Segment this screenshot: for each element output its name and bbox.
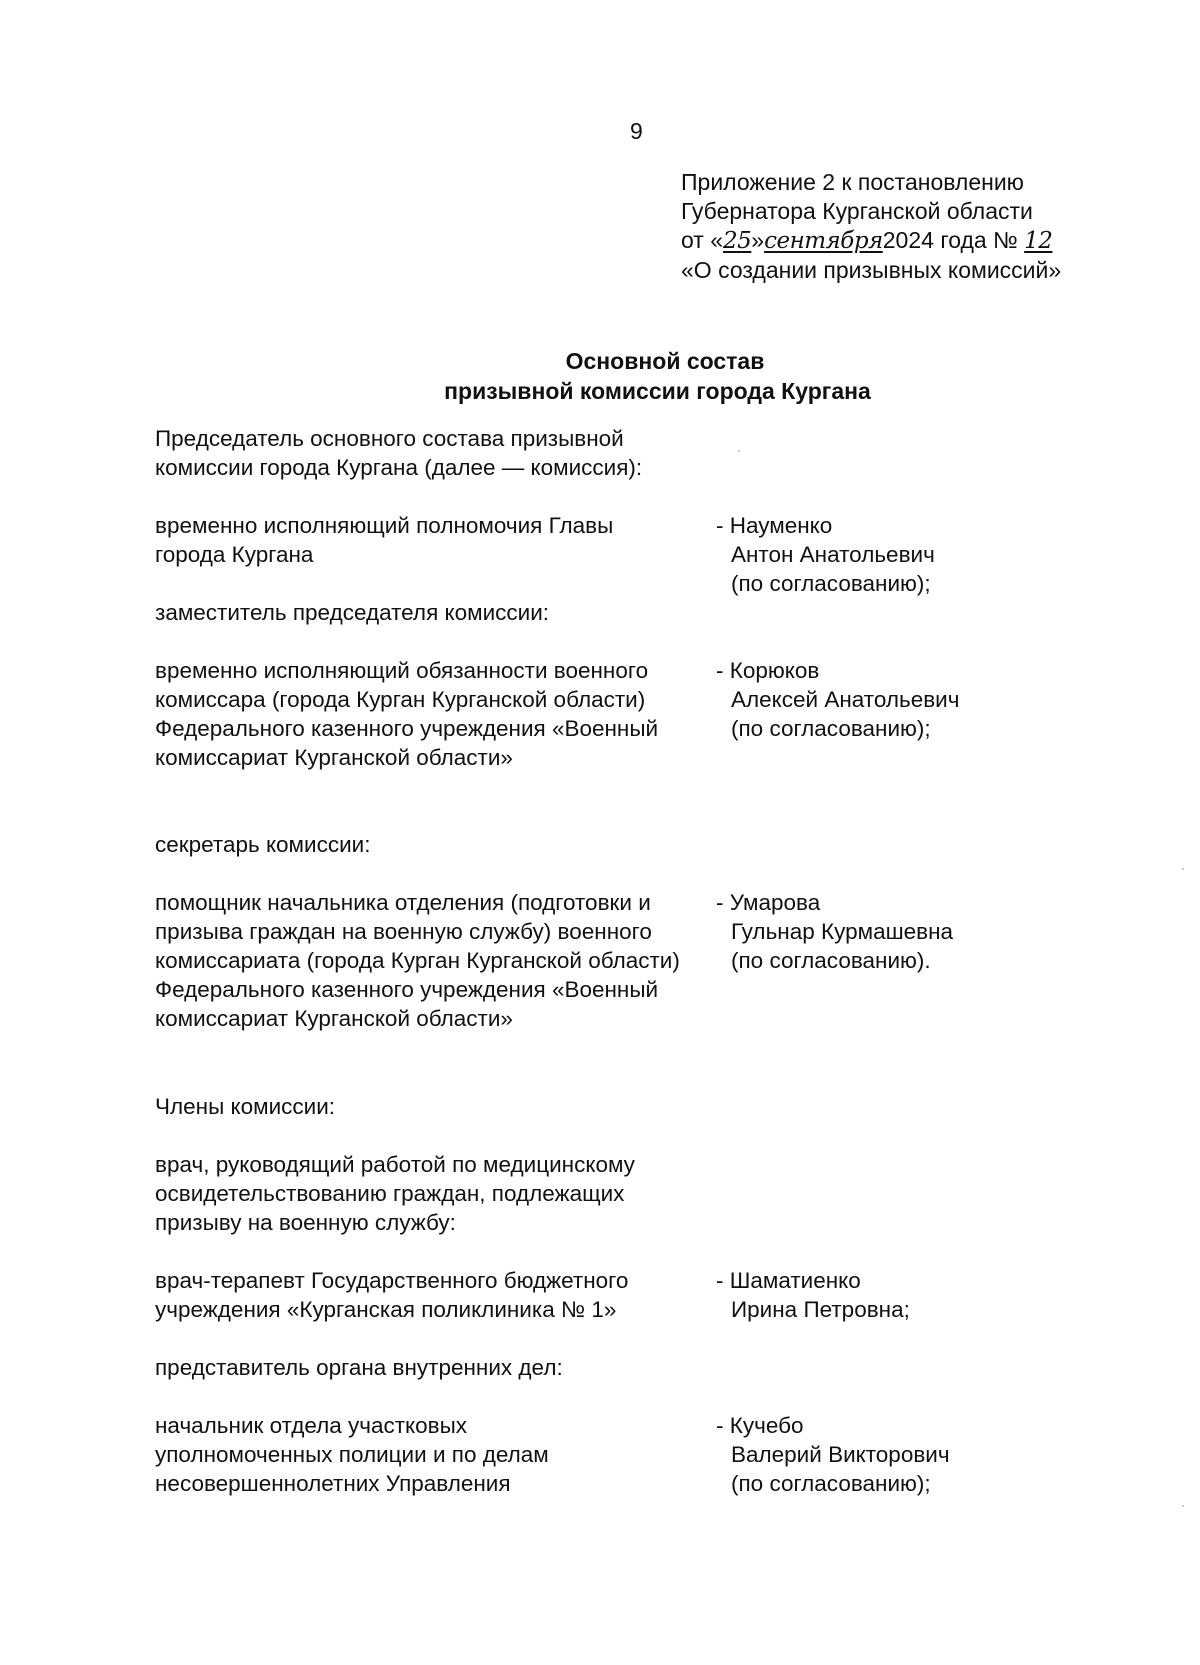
members-heading: Члены комиссии: [155, 1094, 336, 1119]
title-line-2: призывной комиссии города Кургана [444, 378, 871, 404]
chairman-heading: Председатель основного состава призывной комиссии города Кургана (далее — комиссия): [155, 426, 643, 480]
therapist-given-name: Ирина Петровна; [731, 1297, 910, 1322]
appendix-date-mid: » [751, 227, 765, 253]
chairman-position: временно исполняющий полномочия Главы города Кургана [155, 513, 614, 567]
secretary-name [716, 888, 1156, 975]
scan-speck [1182, 1505, 1184, 1507]
appendix-line-1: Приложение 2 к постановлению [681, 169, 1024, 195]
appendix-date-prefix: от « [681, 227, 724, 253]
chairman-surname: - Науменко [716, 513, 833, 538]
therapist-surname: - Шаматиенко [716, 1268, 861, 1293]
chairman-given-name: Антон Анатольевич [731, 542, 935, 567]
deputy-surname: - Корюков [716, 658, 820, 683]
police-name [716, 1411, 1156, 1498]
police-position: начальник отдела участковых уполномоченных полиции и по делам несовершеннолетних Управления [155, 1413, 549, 1496]
scan-speck [1182, 868, 1184, 870]
secretary-heading: секретарь комиссии: [155, 832, 371, 857]
appendix-line-3 [681, 226, 1161, 256]
scan-speck [738, 450, 740, 452]
handwritten-number: 12 [1024, 228, 1053, 254]
deputy-note: (по согласованию); [731, 716, 931, 741]
police-given-name: Валерий Викторович [731, 1442, 950, 1467]
therapist-name [716, 1266, 1156, 1324]
police-surname: - Кучебо [716, 1413, 804, 1438]
chairman-note: (по согласованию); [731, 571, 931, 596]
appendix-header [681, 168, 1161, 285]
appendix-line-4: «О создании призывных комиссий» [681, 257, 1062, 283]
police-rep-heading: представитель органа внутренних дел: [155, 1355, 563, 1380]
document-title [0, 346, 1200, 406]
police-note: (по согласованию); [731, 1471, 931, 1496]
deputy-given-name: Алексей Анатольевич [731, 687, 960, 712]
appendix-line-2: Губернатора Курганской области [681, 198, 1033, 224]
handwritten-day: 25 [723, 228, 752, 254]
appendix-year: 2024 года № [882, 227, 1018, 253]
chairman-name [716, 511, 1156, 598]
title-line-1: Основной состав [565, 348, 765, 374]
medical-lead-heading: врач, руководящий работой по медицинскому освидетельствованию граждан, подлежащих призыву на военную службу: [155, 1152, 635, 1235]
secretary-position: помощник начальника отделения (подготовки и призыва граждан на военную службу) военного комиссариата (города Курган Курганской области) Федерального казенного учреждения «Военный комиссариат Курганской области» [155, 890, 680, 1031]
handwritten-month: сентября [764, 228, 883, 254]
therapist-position: врач-терапевт Государственного бюджетного учреждения «Курганская поликлиника № 1» [155, 1268, 629, 1322]
page-number: 9 [630, 118, 643, 144]
deputy-heading: заместитель председателя комиссии: [155, 600, 550, 625]
secretary-given-name: Гульнар Курмашевна [731, 919, 954, 944]
secretary-surname: - Умарова [716, 890, 821, 915]
deputy-position: временно исполняющий обязанности военного комиссара (города Курган Курганской области) Федерального казенного учреждения «Военный комиссариат Курганской области» [155, 658, 659, 770]
secretary-note: (по согласованию). [731, 948, 931, 973]
deputy-name [716, 656, 1156, 743]
